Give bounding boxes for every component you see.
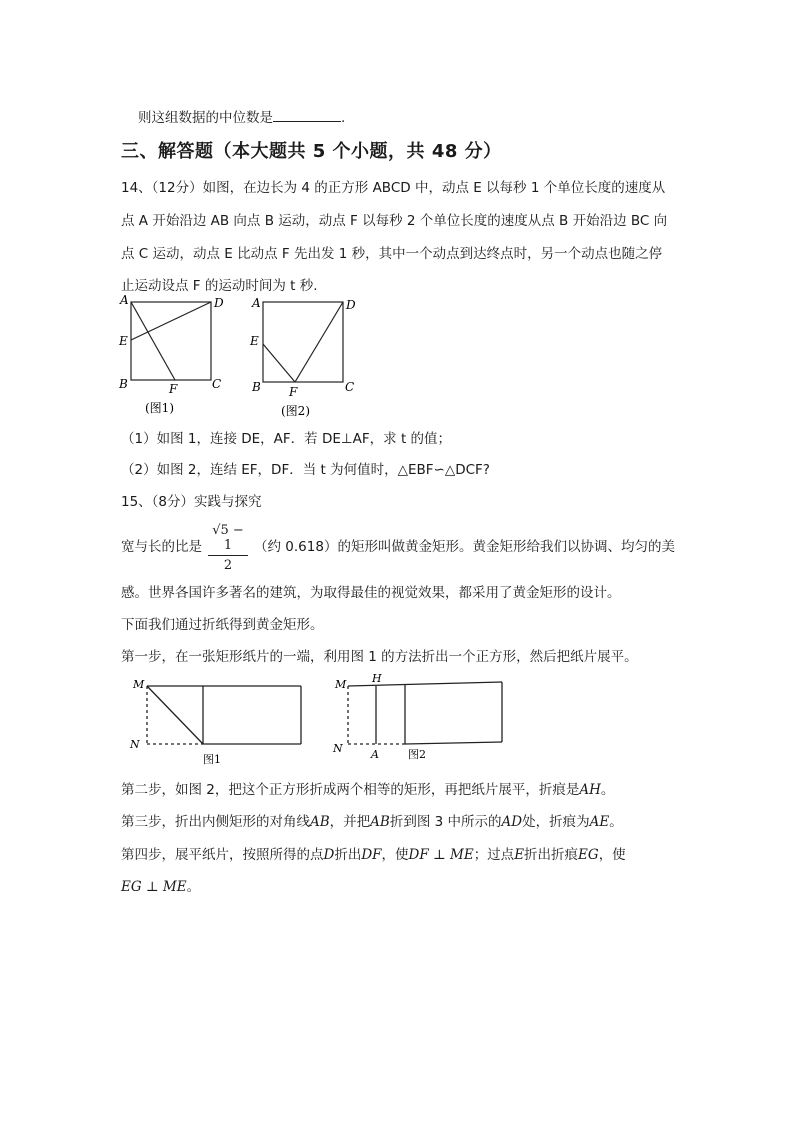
q15-figure-2 <box>330 672 510 767</box>
q15-step-1: 第一步，在一张矩形纸片的一端，利用图 1 的方法折出一个正方形，然后把纸片展平。 <box>121 649 638 665</box>
label-f: F <box>289 385 298 399</box>
q14-figure-2 <box>245 292 360 422</box>
math-ae: AE <box>589 814 610 830</box>
answer-blank <box>273 109 341 122</box>
square-abcd <box>263 302 343 382</box>
q14-part-2: （2）如图 2，连结 EF，DF．当 t 为何值时，△EBF∽△DCF? <box>121 462 490 478</box>
label-e: E <box>250 334 259 348</box>
q14-line-4: 止运动设点 F 的运动时间为 t 秒. <box>121 278 318 294</box>
label-a: A <box>120 293 129 307</box>
q14-line-3: 点 C 运动，动点 E 比动点 F 先出发 1 秒，其中一个动点到达终点时，另一个动点也随之停 <box>121 246 663 262</box>
q15-figure-1 <box>125 672 310 767</box>
step3-part-c: 折到图 3 中所示的 <box>389 814 502 830</box>
label-a: A <box>252 296 261 310</box>
step3-part-b: ，并把 <box>329 814 371 830</box>
segment-af <box>131 302 175 380</box>
q14-part-1: （1）如图 1，连接 DE，AF．若 DE⊥AF，求 t 的值； <box>121 431 452 447</box>
step3-part-e: 。 <box>609 814 623 830</box>
math-d: D <box>323 847 335 863</box>
label-c: C <box>345 380 355 394</box>
golden-ratio-line <box>121 535 202 555</box>
math-eg-perp-me: EG ⊥ ME <box>121 879 187 895</box>
math-df: DF <box>361 847 382 863</box>
step4-part-a: 第四步，展平纸片，按照所得的点 <box>121 847 324 863</box>
math-ah: AH <box>579 782 601 798</box>
math-ad: AD <box>501 814 523 830</box>
segment-df <box>295 302 343 382</box>
label-a: A <box>371 748 379 761</box>
label-n: N <box>130 738 140 751</box>
label-m: M <box>133 678 145 691</box>
fraction-denominator: 2 <box>223 558 233 573</box>
figure-caption: (图1) <box>145 401 174 415</box>
q15-line-2: 感。世界各国许多著名的建筑，为取得最佳的视觉效果，都采用了黄金矩形的设计。 <box>121 585 621 601</box>
q14-figure-1 <box>115 292 230 417</box>
step4-part-f: ，使 <box>598 847 626 863</box>
label-n: N <box>333 742 343 755</box>
diagonal-fold <box>147 686 203 744</box>
q15-step-2 <box>121 778 614 798</box>
bottom-edge <box>405 742 502 744</box>
golden-pre: 宽与长的比是 <box>121 539 202 555</box>
prev-question-end: . <box>341 110 346 126</box>
q14-line-2: 点 A 开始沿边 AB 向点 B 运动，动点 F 以每秒 2 个单位长度的速度从点 B 开始沿边 BC 向 <box>121 213 668 229</box>
figure-caption: 图1 <box>203 753 221 766</box>
math-e: E <box>514 847 525 863</box>
figure-caption: 图2 <box>408 748 426 761</box>
segment-de <box>131 302 211 340</box>
fraction-numerator: √5 − 1 <box>208 523 248 556</box>
q15-step-4-cont <box>121 875 200 895</box>
math-eg: EG <box>578 847 599 863</box>
label-m: M <box>335 678 347 691</box>
step4-part-b: 折出 <box>334 847 362 863</box>
q14-line-1: 14、（12分）如图，在边长为 4 的正方形 ABCD 中，动点 E 以每秒 1 个单位长度的速度从 <box>121 180 666 196</box>
label-b: B <box>252 380 261 394</box>
label-e: E <box>119 334 128 348</box>
step4-part-d: ；过点 <box>473 847 515 863</box>
prev-question-text: 则这组数据的中位数是 <box>138 110 273 126</box>
golden-post: （约 0.618）的矩形叫做黄金矩形。黄金矩形给我们以协调、均匀的美 <box>254 539 675 555</box>
square-abcd <box>131 302 211 380</box>
label-b: B <box>119 377 128 391</box>
step4-part-g: 。 <box>186 879 201 895</box>
step3-part-a: 第三步，折出内侧矩形的对角线 <box>121 814 310 830</box>
q15-step-4 <box>121 843 626 863</box>
math-ab: AB <box>310 814 330 830</box>
segment-ef <box>263 344 295 382</box>
label-h: H <box>372 672 382 685</box>
label-d: D <box>214 296 224 310</box>
q15-line-3: 下面我们通过折纸得到黄金矩形。 <box>121 617 324 633</box>
math-df-perp-me: DF ⊥ ME <box>408 847 474 863</box>
prev-question-line <box>138 106 345 126</box>
math-ab: AB <box>370 814 390 830</box>
label-d: D <box>346 298 356 312</box>
section-title: 三、解答题（本大题共 5 个小题，共 48 分） <box>121 141 502 162</box>
label-c: C <box>212 377 222 391</box>
golden-fraction <box>208 523 248 573</box>
step3-part-d: 处，折痕为 <box>522 814 590 830</box>
step4-part-c: ，使 <box>381 847 409 863</box>
step2-text: 第二步，如图 2，把这个正方形折成两个相等的矩形，再把纸片展平，折痕是 <box>121 782 580 798</box>
figure-caption: (图2) <box>281 404 310 418</box>
q15-header: 15、（8分）实践与探究 <box>121 494 262 510</box>
step2-end: 。 <box>600 782 615 798</box>
step4-part-e: 折出折痕 <box>524 847 579 863</box>
q15-step-3 <box>121 810 623 830</box>
label-f: F <box>169 382 178 396</box>
